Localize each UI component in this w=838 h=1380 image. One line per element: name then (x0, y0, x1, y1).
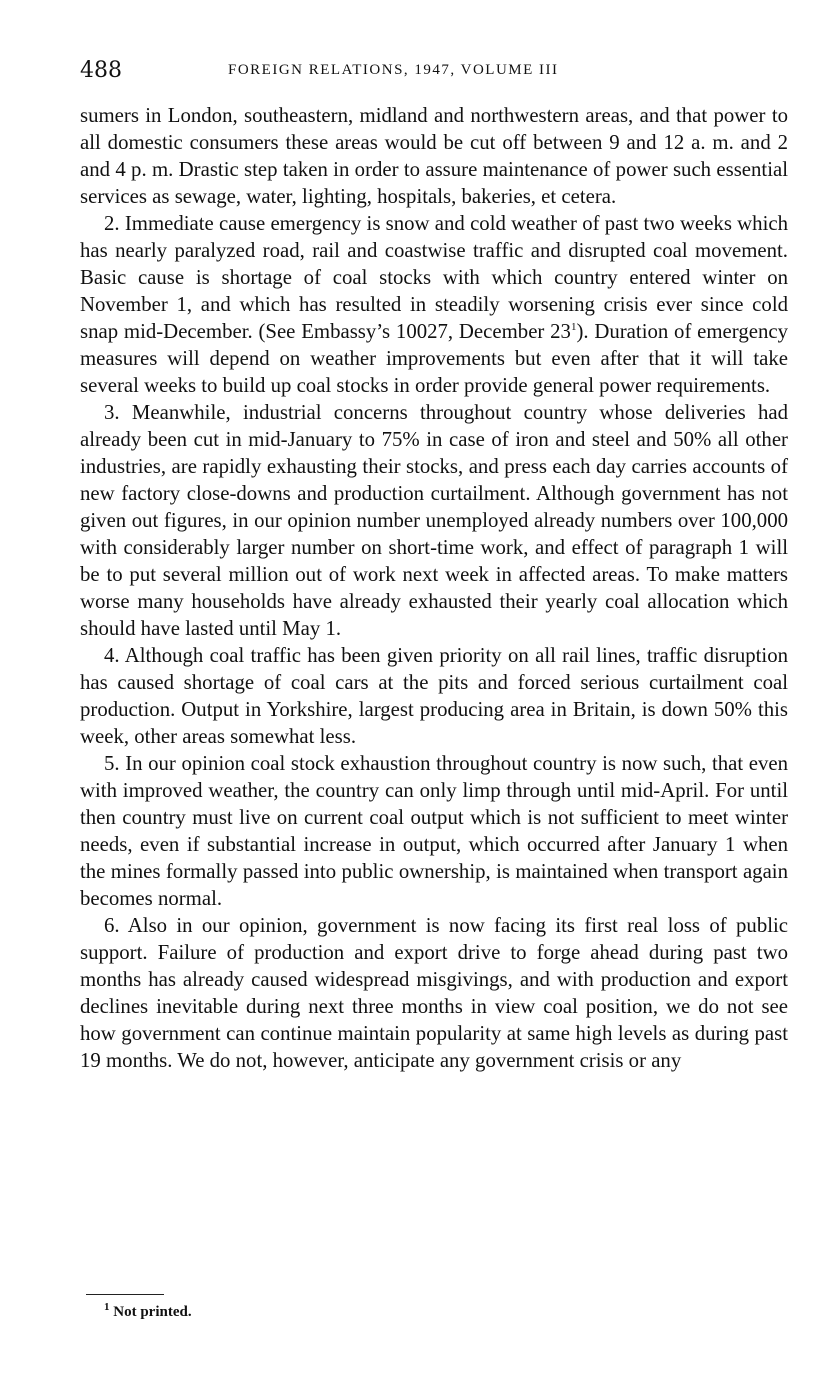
footnote (104, 1301, 192, 1321)
footnote-reference: 1 (570, 321, 577, 334)
paragraph-5: 5. In our opinion coal stock exhaustion throughout country is now such, that even with improved weather, the country can only limp through until mid-April. For until then country must live on current coal output which is not sufficient to meet winter needs, even if substantial increase in output, which occurred after January 1 when the mines formally passed into public ownership, is maintained when transport again becomes normal. (80, 752, 788, 910)
paragraph-6: 6. Also in our opinion, government is now facing its first real loss of public support. Failure of production and export drive to forge ahead during past two months has already caused widespread misgivings, and with production and export declines inevitable during next three months in view coal position, we do not see how government can continue maintain popularity at same high levels as during past 19 months. We do not, however, anticipate any government crisis or any (80, 914, 788, 1072)
paragraph-3: 3. Meanwhile, industrial concerns throughout country whose deliveries had already been cut in mid-January to 75% in case of iron and steel and 50% all other industries, are rapidly exhausting their stocks, and press each day carries accounts of new factory close-downs and production curtailment. Although government has not given out figures, in our opinion number unemployed already numbers over 100,000 with considerably larger number on short-time work, and effect of paragraph 1 will be to put several million out of work next week in affected areas. To make matters worse many households have already exhausted their yearly coal allocation which should have lasted until May 1. (80, 401, 788, 640)
paragraph-2 (80, 210, 788, 399)
document-body (80, 102, 788, 1074)
footnote-marker: 1 (104, 1301, 110, 1313)
paragraph-2-text: 2. Immediate cause emergency is snow and cold weather of past two weeks which has nearly paralyzed road, rail and coastwise traffic and disrupted coal movement. Basic cause is shortage of coal stocks with which country entered winter on November 1, and which has resulted in steadily worsening crisis ever since cold snap mid-December. (See Embassy’s 10027, December 23 (80, 212, 788, 343)
page-number: 488 (80, 58, 122, 83)
paragraph-2-tail: ). Duration of emergency measures will depend on weather improvements but even after that it will take several weeks to build up coal stocks in order provide general power requirements. (80, 320, 788, 397)
paragraph-continuation: sumers in London, southeastern, midland and northwestern areas, and that power to all domestic consumers these areas would be cut off between 9 and 12 a. m. and 2 and 4 p. m. Drastic step taken in order to assure maintenance of power such essential services as sewage, water, lighting, hospitals, bakeries, et cetera. (80, 104, 788, 208)
paragraph-4: 4. Although coal traffic has been given priority on all rail lines, traffic disruption has caused shortage of coal cars at the pits and forced serious curtailment coal production. Output in Yorkshire, largest producing area in Britain, is down 50% this week, other areas somewhat less. (80, 644, 788, 748)
footnote-divider (86, 1294, 164, 1295)
running-title: FOREIGN RELATIONS, 1947, VOLUME III (228, 62, 559, 78)
page-header (80, 58, 790, 88)
footnote-text: Not printed. (113, 1304, 192, 1320)
